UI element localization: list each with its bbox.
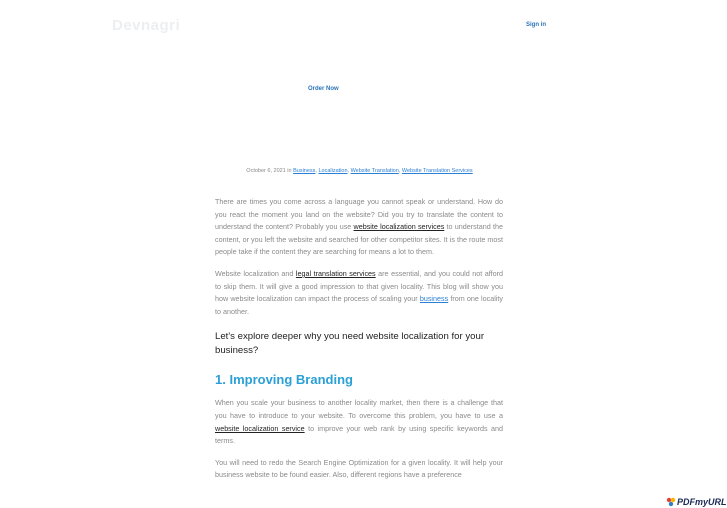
- paragraph-text: from one locality to another.: [215, 294, 503, 316]
- paragraph-intro: [215, 196, 503, 259]
- paragraph-text: Website localization and: [215, 268, 296, 278]
- category-separator: ,: [315, 168, 317, 174]
- watermark-text: PDFmyURL: [677, 497, 727, 507]
- article-body: [215, 196, 503, 482]
- category-link-website-translation-services[interactable]: Website Translation Services: [401, 168, 473, 174]
- pdfmyurl-watermark[interactable]: [666, 497, 727, 507]
- paragraph-text: to improve your web rank by using specific keywords and terms.: [215, 423, 503, 446]
- website-localization-service-link[interactable]: website localization service: [215, 423, 305, 433]
- website-localization-services-link[interactable]: website localization services: [353, 222, 445, 232]
- category-link-localization[interactable]: Localization: [318, 168, 348, 174]
- pdfmyurl-logo-icon: [666, 497, 676, 507]
- paragraph-branding: [215, 397, 503, 447]
- order-now-button[interactable]: Order Now: [308, 86, 339, 92]
- paragraph-text: There are times you come across a language you cannot speak or understand. How do you react the moment you land on the website? Did you try to translate the content to understand the content? Probably you use: [215, 197, 503, 232]
- site-logo[interactable]: [112, 14, 184, 36]
- lead-question: Let's explore deeper why you need website localization for your business?: [215, 331, 485, 357]
- category-separator: ,: [347, 168, 350, 174]
- signin-link[interactable]: Sign in: [526, 22, 546, 28]
- business-link[interactable]: business: [419, 294, 449, 304]
- legal-translation-services-link[interactable]: legal translation services: [295, 268, 376, 278]
- category-link-website-translation[interactable]: Website Translation: [350, 168, 399, 174]
- category-link-business[interactable]: Business: [293, 168, 316, 174]
- paragraph-importance: [215, 268, 503, 318]
- post-meta: [0, 168, 719, 174]
- post-in-label: in: [287, 168, 292, 174]
- paragraph-text: are essential, and you could not afford to skip them. It will give a good impression to that given locality. This blog will show you how website localization can impact the process of scaling your: [215, 268, 503, 304]
- paragraph-text: to understand the content, or you left the website and searched for other competitor sites. It is the route most people take if the content they are searching for means a lot to them.: [215, 222, 503, 257]
- paragraph-seo: You will need to redo the Search Engine Optimization for a given locality. It will help your business website to be found easier. Also, different regions have a preference: [215, 457, 503, 480]
- logo-text: Devnagri: [112, 16, 181, 34]
- paragraph-text: When you scale your business to another locality market, then there is a challenge that you have to introduce to your website. To overcome this problem, you have to use a: [215, 398, 503, 420]
- category-separator: ,: [398, 168, 401, 174]
- post-date: October 6, 2021: [246, 168, 286, 174]
- section-heading: 1. Improving Branding: [215, 372, 353, 388]
